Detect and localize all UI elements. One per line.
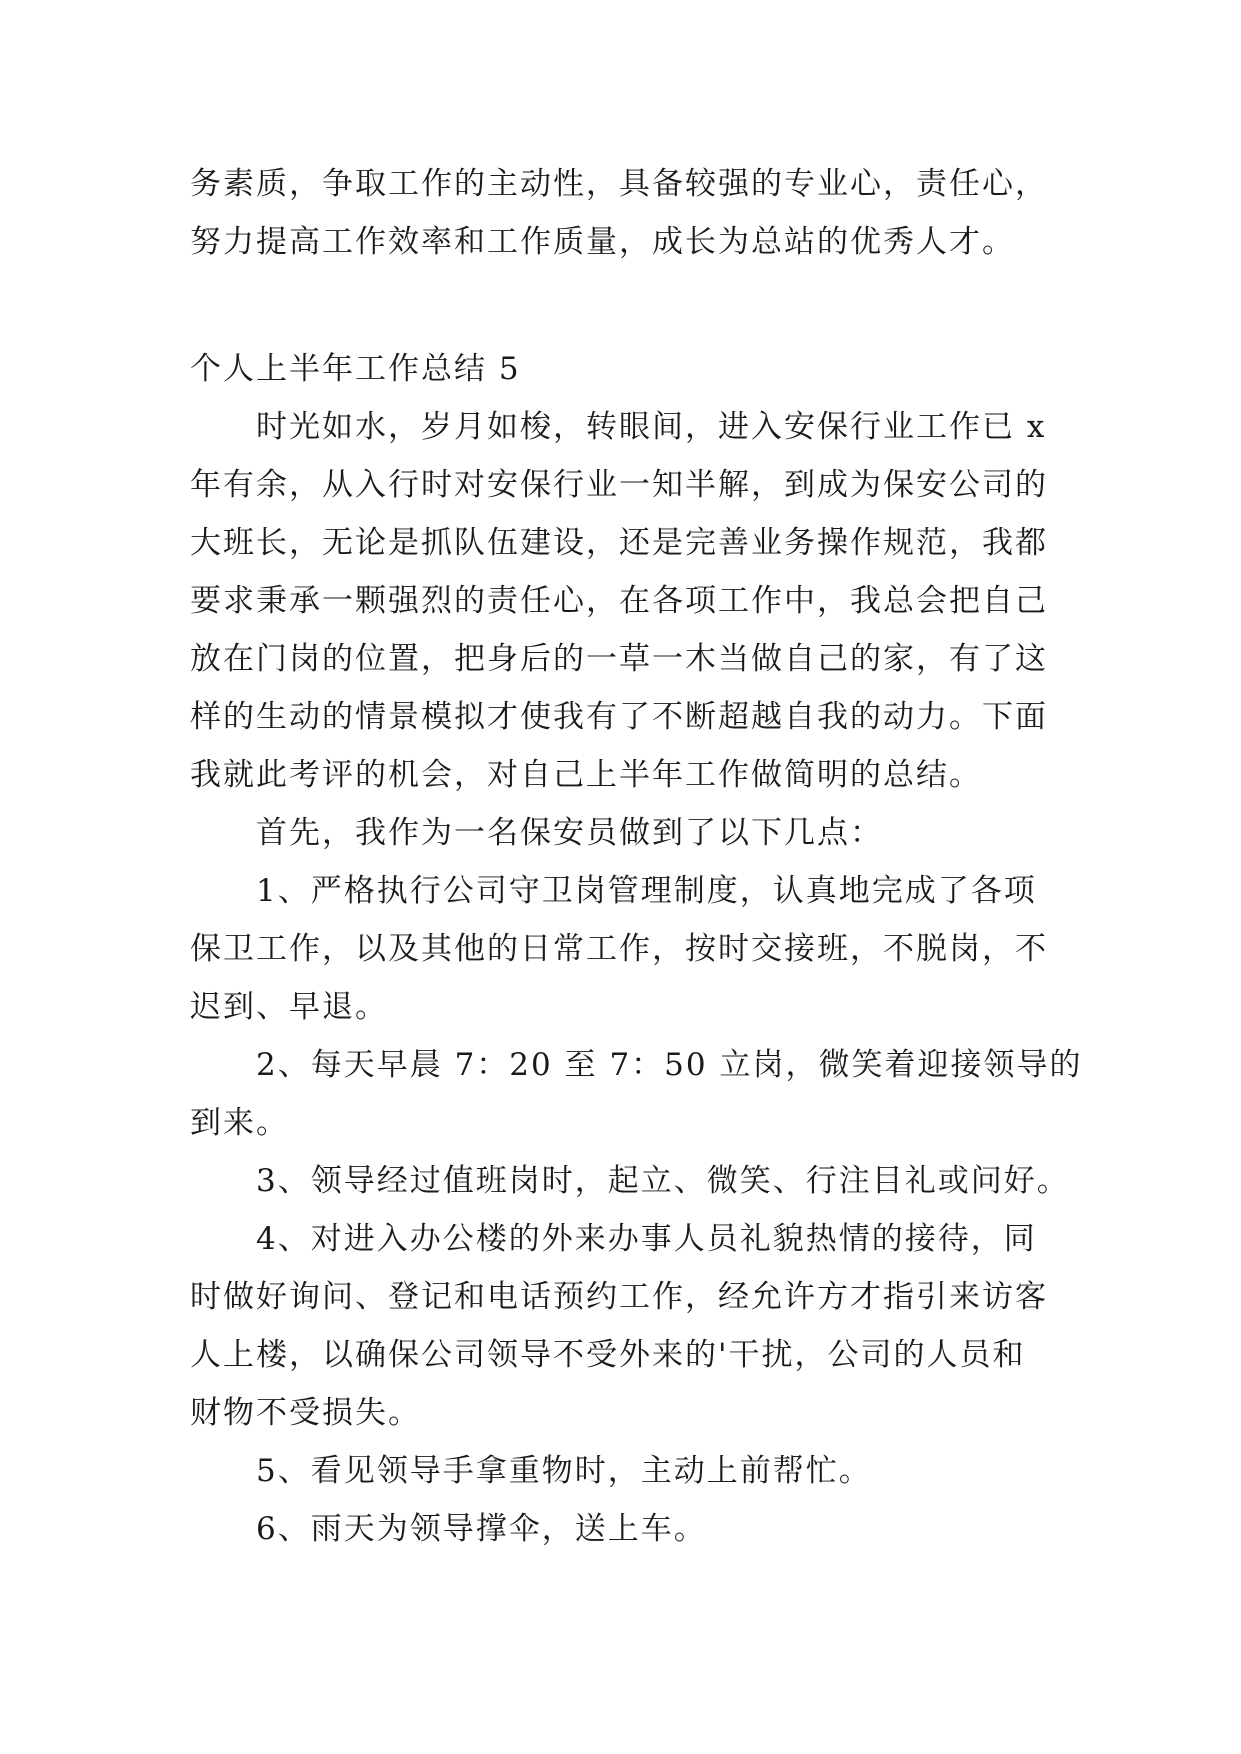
text-line: 务素质，争取工作的主动性，具备较强的专业心，责任心， [190,166,1048,202]
list-item-6 [190,1500,1070,1558]
text-line: 首先，我作为一名保安员做到了以下几点： [256,815,883,851]
text-line: 3、领导经过值班岗时，起立、微笑、行注目礼或问好。 [256,1163,1070,1199]
list-item-3 [190,1152,1070,1210]
text-line: 2、每天早晨 7：20 至 7：50 立岗，微笑着迎接领导的 [256,1047,1083,1083]
text-line: 人上楼，以确保公司领导不受外来的'干扰，公司的人员和 [190,1337,1026,1373]
list-item-2 [190,1036,1083,1152]
text-line: 大班长，无论是抓队伍建设，还是完善业务操作规范，我都 [190,525,1048,561]
section-title-text: 个人上半年工作总结 5 [190,351,521,387]
section-title [190,340,1070,398]
text-line: 迟到、早退。 [190,989,388,1025]
text-line: 时做好询问、登记和电话预约工作，经允许方才指引来访客 [190,1279,1048,1315]
text-line: 要求秉承一颗强烈的责任心，在各项工作中，我总会把自己 [190,583,1048,619]
summary-paragraph [190,398,1070,804]
text-line: 财物不受损失。 [190,1395,421,1431]
text-line: 时光如水，岁月如梭，转眼间，进入安保行业工作已 x [256,409,1047,445]
text-line: 5、看见领导手拿重物时，主动上前帮忙。 [256,1453,872,1489]
text-line: 4、对进入办公楼的外来办事人员礼貌热情的接待，同 [256,1221,1037,1257]
list-item-4 [190,1210,1070,1442]
text-line: 样的生动的情景模拟才使我有了不断超越自我的动力。下面 [190,699,1048,735]
text-line: 到来。 [190,1105,289,1141]
text-line: 我就此考评的机会，对自己上半年工作做简明的总结。 [190,757,982,793]
text-line: 年有余，从入行时对安保行业一知半解，到成为保安公司的 [190,467,1048,503]
intro-paragraph [190,155,1070,271]
text-line: 6、雨天为领导撑伞，送上车。 [256,1511,707,1547]
list-item-5 [190,1442,1070,1500]
text-line: 努力提高工作效率和工作质量，成长为总站的优秀人才。 [190,224,1015,260]
text-line: 保卫工作，以及其他的日常工作，按时交接班，不脱岗，不 [190,931,1048,967]
first-paragraph [190,804,1070,862]
text-line: 1、严格执行公司守卫岗管理制度，认真地完成了各项 [256,873,1037,909]
text-line: 放在门岗的位置，把身后的一草一木当做自己的家，有了这 [190,641,1048,677]
list-item-1 [190,862,1070,1036]
